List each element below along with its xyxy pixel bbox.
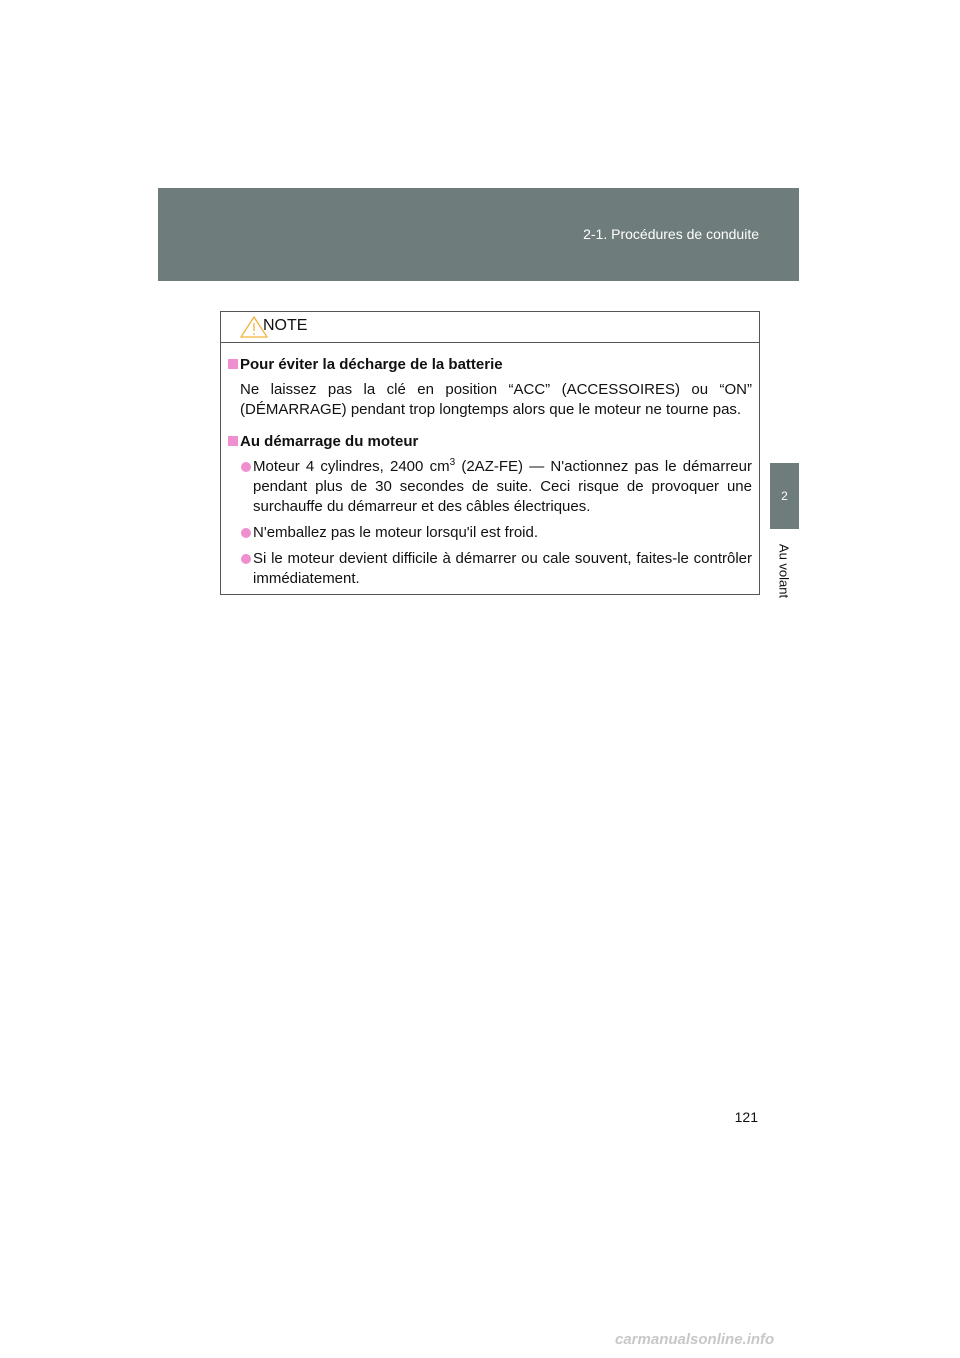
superscript: 3 (449, 457, 456, 468)
watermark: carmanualsonline.info (615, 1331, 775, 1348)
section-heading-text: Pour éviter la décharge de la batterie (240, 356, 503, 373)
section-heading-text: Au démarrage du moteur (240, 433, 419, 450)
chapter-label-text: Au volant (776, 543, 792, 599)
section-heading (228, 355, 752, 375)
bullet-text: N'emballez pas le moteur lorsqu'il est froid. (253, 524, 539, 541)
section-paragraph: Ne laissez pas la clé en position “ACC” (ACCESSOIRES) ou “ON” (DÉMARRAGE) pendant trop longtemps alors que le moteur ne tourne pas. (240, 381, 752, 418)
chapter-label (772, 538, 796, 604)
bullet-item (228, 549, 752, 589)
bullet-item (228, 457, 752, 517)
note-box (220, 311, 760, 595)
section-heading (228, 432, 752, 452)
page-number: 121 (734, 1109, 758, 1125)
bullet-item (228, 523, 752, 543)
chapter-tab (770, 463, 799, 529)
header-band (158, 188, 799, 281)
section-title: 2-1. Procédures de conduite (583, 226, 759, 242)
bullet-text: (2AZ-FE) — N'actionnez pas le démarreur pendant plus de 30 secondes de suite. Ceci risque de provoquer une surchauffe du démarreur et des câbles électriques. (253, 458, 752, 515)
circle-bullet-icon (241, 462, 251, 472)
circle-bullet-icon (241, 554, 251, 564)
circle-bullet-icon (241, 528, 251, 538)
note-header (221, 312, 759, 343)
square-bullet-icon (228, 436, 238, 446)
bullet-text: Moteur 4 cylindres, 2400 cm (253, 458, 450, 475)
bullet-text: Si le moteur devient difficile à démarrer ou cale souvent, faites-le contrôler immédiatement. (253, 550, 752, 587)
note-label: NOTE (263, 317, 308, 334)
note-body (221, 343, 759, 589)
square-bullet-icon (228, 359, 238, 369)
chapter-number: 2 (781, 489, 788, 503)
